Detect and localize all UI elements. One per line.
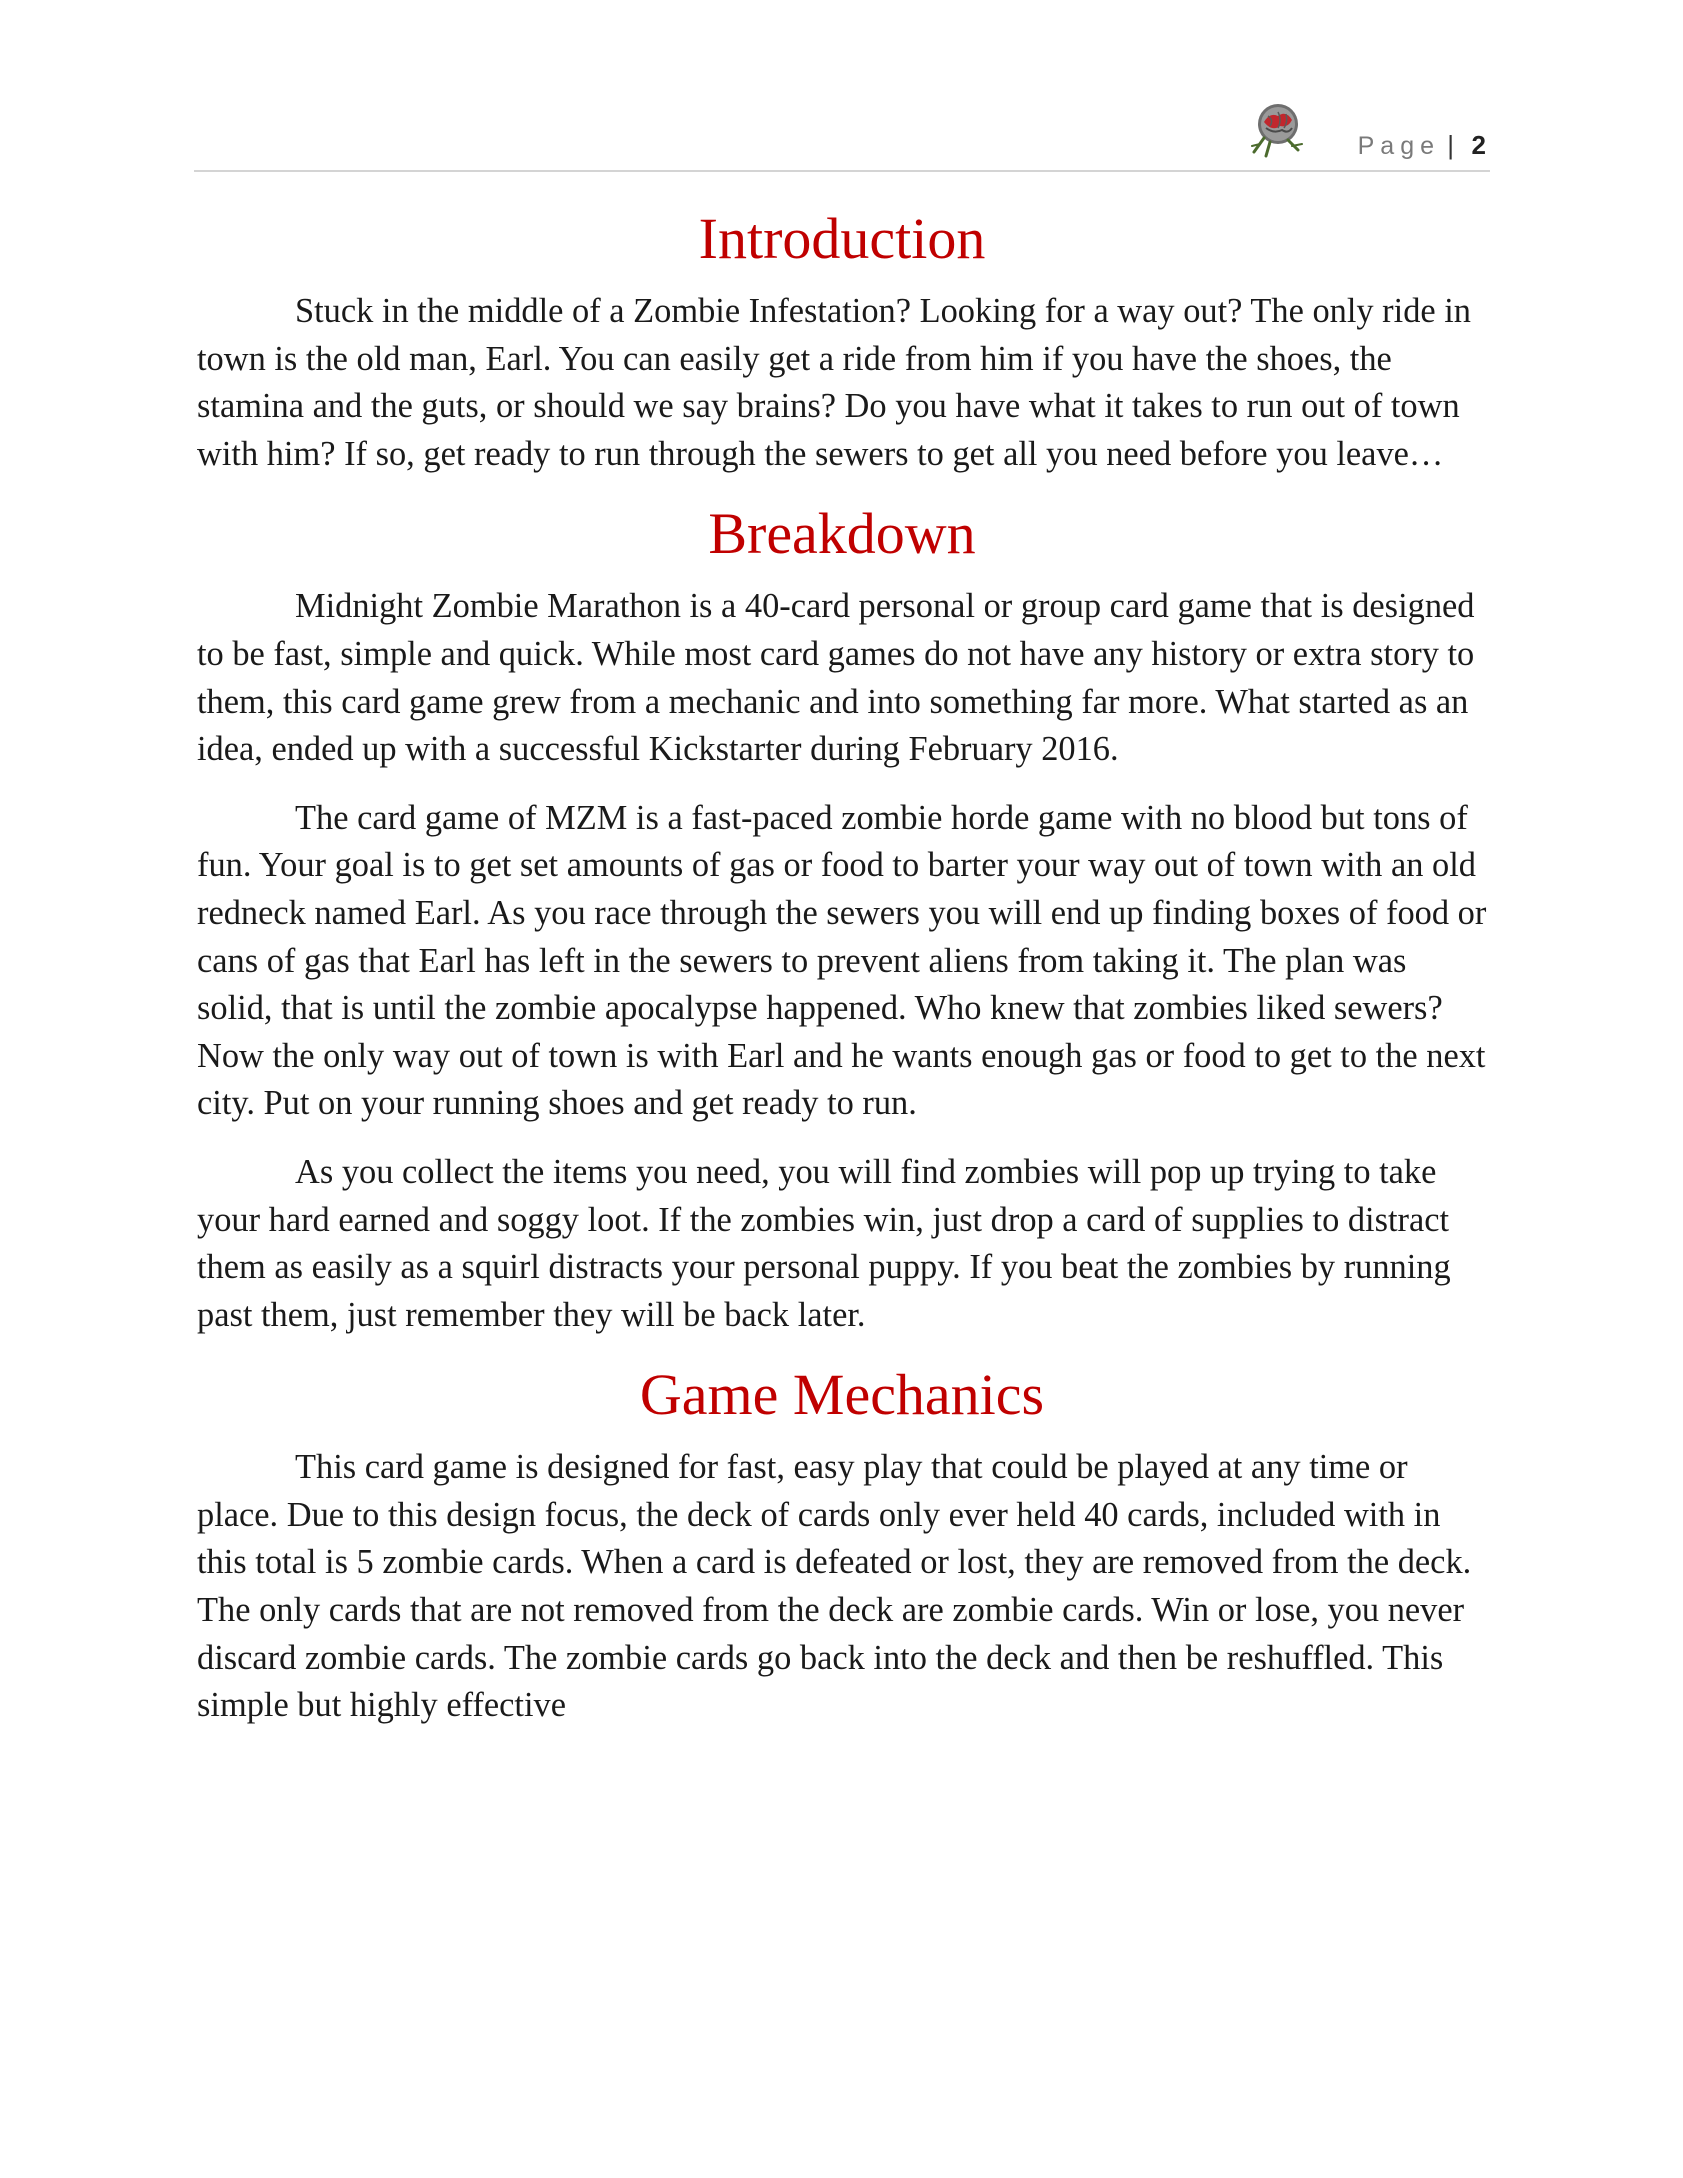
page-number: 2 (1471, 130, 1486, 160)
section-heading-game-mechanics: Game Mechanics (639, 1362, 1045, 1428)
section-introduction (197, 204, 1487, 478)
section-heading-introduction: Introduction (698, 206, 986, 271)
breakdown-paragraph-2: The card game of MZM is a fast-paced zombie horde game with no blood but tons of fun. Your goal is to get set amounts of gas or food to barter your way out of town with an old redneck named Earl. As you race through the sewers you will end up finding boxes of food or cans of gas that Earl has left in the sewers to prevent aliens from taking it. The plan was solid, that is until the zombie apocalypse happened. Who knew that zombies liked sewers? Now the only way out of town is with Earl and he wants enough gas or food to get to the next city. Put on your running shoes and get ready to run. (197, 798, 1487, 1123)
section-heading-breakdown: Breakdown (708, 501, 976, 567)
document-body (197, 204, 1487, 1751)
breakdown-paragraph-3: As you collect the items you need, you will find zombies will pop up trying to take your hard earned and soggy loot. If the zombies win, just drop a card of supplies to distract them as easily as a squirl distracts your personal puppy. If you beat the zombies by running past them, just remember they will be back later. (197, 1152, 1451, 1334)
breakdown-paragraph-1: Midnight Zombie Marathon is a 40-card personal or group card game that is designed to be fast, simple and quick. While most card games do not have any history or extra story to them, this card game grew from a mechanic and into something far more. What started as an idea, ended up with a successful Kickstarter during February 2016. (197, 587, 1475, 769)
mechanics-paragraph-1: This card game is designed for fast, easy play that could be played at any time or place. Due to this design focus, the deck of cards only ever held 40 cards, included with in this total is 5 zombie cards. When a card is defeated or lost, they are removed from the deck. The only cards that are not removed from the deck are zombie cards. Win or lose, you never discard zombie cards. The zombie cards go back into the deck and then be reshuffled. This simple but highly effective (197, 1448, 1472, 1725)
section-breakdown (197, 499, 1487, 1339)
intro-paragraph-1: Stuck in the middle of a Zombie Infestation? Looking for a way out? The only ride in town is the old man, Earl. You can easily get a ride from him if you have the shoes, the stamina and the guts, or should we say brains? Do you have what it takes to run out of town with him? If so, get ready to run through the sewers to get all you need before you leave… (197, 292, 1471, 473)
page-separator: | (1447, 130, 1454, 160)
page-label: Page (1357, 132, 1440, 160)
zombie-brain-logo-icon (1248, 100, 1312, 158)
page-header (194, 96, 1490, 172)
section-game-mechanics (197, 1360, 1487, 1730)
